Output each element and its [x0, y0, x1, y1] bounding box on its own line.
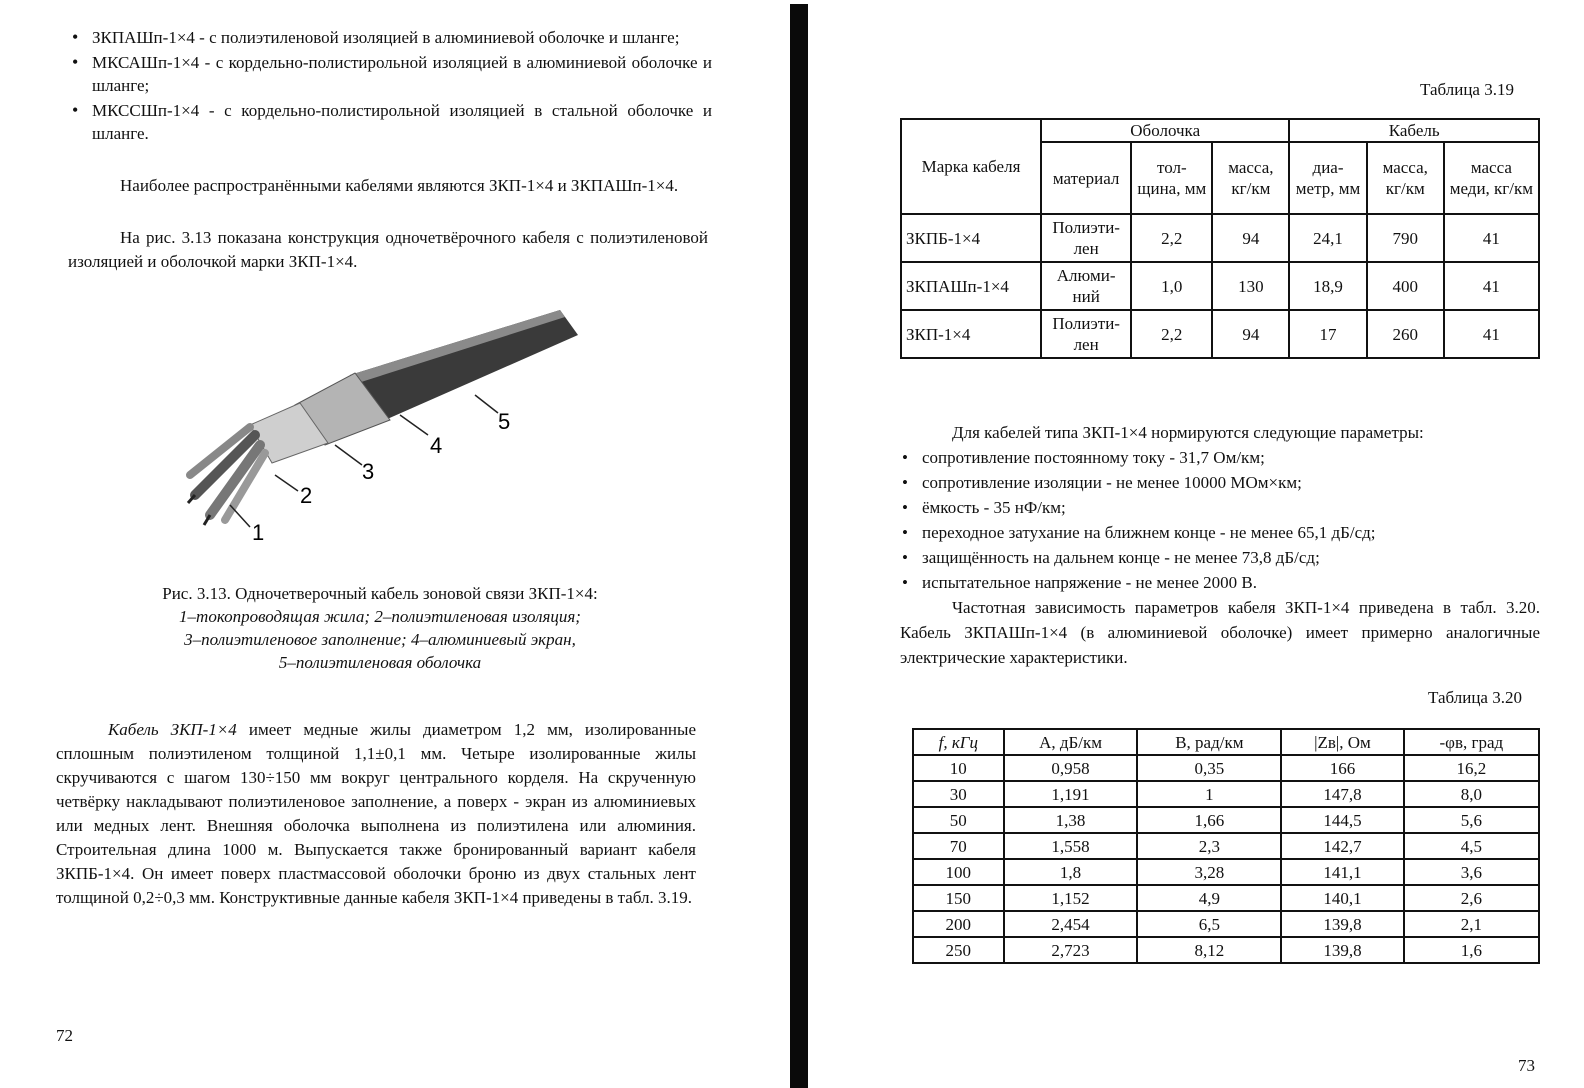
- table-row: [913, 755, 1539, 781]
- cable-construction-figure: [100, 295, 600, 555]
- figure-label-3: 3: [362, 459, 375, 484]
- caption-line: 5–полиэтиленовая оболочка: [278, 653, 482, 672]
- cell: Полиэти-лен: [1041, 310, 1131, 358]
- cell: 6,5: [1137, 911, 1281, 937]
- header-phase-constant: B, рад/км: [1137, 729, 1281, 755]
- table-3-20: [912, 728, 1540, 964]
- cell: 1,38: [1004, 807, 1138, 833]
- cell: 139,8: [1281, 937, 1404, 963]
- cell: 130: [1212, 262, 1289, 310]
- cell: 140,1: [1281, 885, 1404, 911]
- cell: Полиэти-лен: [1041, 214, 1131, 262]
- cell: 100: [913, 859, 1004, 885]
- cell: 41: [1444, 310, 1539, 358]
- header-cable-mass: масса, кг/км: [1367, 142, 1444, 214]
- list-item: • защищённость на дальнем конце - не менее 73,8 дБ/сд;: [900, 545, 1540, 570]
- paragraph-common-cables: Наиболее распространёнными кабелями являются ЗКП-1×4 и ЗКПАШп-1×4.: [120, 176, 679, 195]
- cell: ЗКПАШп-1×4: [901, 262, 1041, 310]
- cell: 1: [1137, 781, 1281, 807]
- paragraph-figure-intro: На рис. 3.13 показана конструкция одночетвёрочного кабеля с полиэтиленовой изоляцией и оболочкой марки ЗКП-1×4.: [68, 228, 708, 271]
- list-item: • ЗКПАШп-1×4 - с полиэтиленовой изоляцией в алюминиевой оболочке и шланге;: [72, 26, 712, 49]
- table-row: [913, 833, 1539, 859]
- cell: 3,6: [1404, 859, 1539, 885]
- caption-line: 1–токопроводящая жила; 2–полиэтиленовая изоляция;: [179, 607, 581, 626]
- cell: 2,6: [1404, 885, 1539, 911]
- header-sheath: Оболочка: [1041, 119, 1289, 142]
- cell: 17: [1289, 310, 1366, 358]
- cell: 141,1: [1281, 859, 1404, 885]
- figure-label-5: 5: [498, 409, 511, 434]
- header-brand: Марка кабеля: [901, 119, 1041, 214]
- header-copper-mass: масса меди, кг/км: [1444, 142, 1539, 214]
- cell: 1,8: [1004, 859, 1138, 885]
- list-item: • сопротивление постоянному току - 31,7 Ом/км;: [900, 445, 1540, 470]
- table-3-19-caption: Таблица 3.19: [1420, 80, 1514, 99]
- cell: 2,2: [1131, 310, 1212, 358]
- cell: 5,6: [1404, 807, 1539, 833]
- cell: 41: [1444, 214, 1539, 262]
- cell: 94: [1212, 214, 1289, 262]
- cell: 18,9: [1289, 262, 1366, 310]
- figure-label-2: 2: [300, 483, 313, 508]
- table-row: [901, 310, 1539, 358]
- cell: 4,5: [1404, 833, 1539, 859]
- cell: 0,958: [1004, 755, 1138, 781]
- header-impedance: |Zв|, Ом: [1281, 729, 1404, 755]
- cell: 790: [1367, 214, 1444, 262]
- cell: 2,454: [1004, 911, 1138, 937]
- cell: 2,1: [1404, 911, 1539, 937]
- cell: 0,35: [1137, 755, 1281, 781]
- figure-label-1: 1: [252, 520, 265, 545]
- cell: 2,3: [1137, 833, 1281, 859]
- table-row: [913, 807, 1539, 833]
- cell: 1,0: [1131, 262, 1212, 310]
- header-thickness: тол-щина, мм: [1131, 142, 1212, 214]
- cell: 1,6: [1404, 937, 1539, 963]
- header-diameter: диа-метр, мм: [1289, 142, 1366, 214]
- table-row: [913, 859, 1539, 885]
- cell: 30: [913, 781, 1004, 807]
- list-item: • испытательное напряжение - не менее 2000 В.: [900, 570, 1540, 595]
- cell: 1,152: [1004, 885, 1138, 911]
- parameters-list: [900, 445, 1540, 595]
- header-sheath-mass: масса, кг/км: [1212, 142, 1289, 214]
- cell: 142,7: [1281, 833, 1404, 859]
- left-page: [0, 0, 790, 1088]
- cell: 3,28: [1137, 859, 1281, 885]
- header-material: материал: [1041, 142, 1131, 214]
- header-cable: Кабель: [1289, 119, 1539, 142]
- cell: 1,191: [1004, 781, 1138, 807]
- figure-label-4: 4: [430, 433, 443, 458]
- paragraph-text: имеет медные жилы диаметром 1,2 мм, изолированные сплошным полиэтиленом толщиной 1,1±0,1 мм. Четыре изолированные жилы скручиваются с шагом 130÷150 мм вокруг центрального корделя. На скрученную четвёрку накладывают полиэтиленовое заполнение, а поверх - экран из алюминиевых или медных лент. Внешняя оболочка выполнена из полиэтилена или алюминия. Строительная длина 1000 м. Выпускается также бронированный вариант кабеля ЗКПБ-1×4. Он имеет поверх пластмассовой оболочки броню из двух стальных лент толщиной 0,2÷0,3 мм. Конструктивные данные кабеля ЗКП-1×4 приведены в табл. 3.19.: [56, 720, 696, 907]
- cell: 150: [913, 885, 1004, 911]
- cell: ЗКП-1×4: [901, 310, 1041, 358]
- parameters-section: [900, 420, 1540, 670]
- cell: 24,1: [1289, 214, 1366, 262]
- table-row: [901, 214, 1539, 262]
- list-item: • сопротивление изоляции - не менее 10000 МОм×км;: [900, 470, 1540, 495]
- cell: 260: [1367, 310, 1444, 358]
- cell: 400: [1367, 262, 1444, 310]
- page-number: 73: [1518, 1056, 1535, 1075]
- cell: ЗКПБ-1×4: [901, 214, 1041, 262]
- table-row: [913, 911, 1539, 937]
- list-item: • переходное затухание на ближнем конце - не менее 65,1 дБ/сд;: [900, 520, 1540, 545]
- cell: 250: [913, 937, 1004, 963]
- cell: 1,66: [1137, 807, 1281, 833]
- book-spine: [790, 4, 808, 1088]
- cell: 166: [1281, 755, 1404, 781]
- cell: 10: [913, 755, 1004, 781]
- table-row: [913, 937, 1539, 963]
- cell: 144,5: [1281, 807, 1404, 833]
- cell: 2,2: [1131, 214, 1212, 262]
- header-phase-angle: -φв, град: [1404, 729, 1539, 755]
- figure-caption: [80, 582, 680, 674]
- cable-type-list: [72, 26, 712, 147]
- parameters-intro: Для кабелей типа ЗКП-1×4 нормируются следующие параметры:: [952, 423, 1424, 442]
- table-row: [913, 781, 1539, 807]
- cell: 50: [913, 807, 1004, 833]
- list-item: • МКССШп-1×4 - с кордельно-полистирольной изоляцией в стальной оболочке и шланге.: [72, 99, 712, 145]
- cable-name-italic: Кабель ЗКП-1×4: [108, 720, 237, 739]
- table-row: [901, 262, 1539, 310]
- cell: 1,558: [1004, 833, 1138, 859]
- paragraph-cable-description: [56, 718, 696, 910]
- cell: 4,9: [1137, 885, 1281, 911]
- cell: 8,12: [1137, 937, 1281, 963]
- table-3-20-caption: Таблица 3.20: [1428, 688, 1522, 707]
- caption-title: Рис. 3.13. Одночетверочный кабель зоновой связи ЗКП-1×4:: [162, 584, 598, 603]
- cell: 139,8: [1281, 911, 1404, 937]
- table-3-19: [900, 118, 1540, 359]
- cell: 94: [1212, 310, 1289, 358]
- list-item: • МКСАШп-1×4 - с кордельно-полистирольной изоляцией в алюминиевой оболочке и шланге;: [72, 51, 712, 97]
- cell: 2,723: [1004, 937, 1138, 963]
- cell: 200: [913, 911, 1004, 937]
- header-frequency: f, кГц: [913, 729, 1004, 755]
- table-row: [913, 885, 1539, 911]
- paragraph-frequency: Частотная зависимость параметров кабеля ЗКП-1×4 приведена в табл. 3.20. Кабель ЗКПАШп-1×4 (в алюминиевой оболочке) имеет примерно аналогичные электрические характеристики.: [900, 598, 1540, 667]
- cell: 147,8: [1281, 781, 1404, 807]
- list-item: • ёмкость - 35 нФ/км;: [900, 495, 1540, 520]
- cell: 70: [913, 833, 1004, 859]
- caption-line: 3–полиэтиленовое заполнение; 4–алюминиевый экран,: [184, 630, 576, 649]
- cell: 16,2: [1404, 755, 1539, 781]
- cell: 8,0: [1404, 781, 1539, 807]
- page-number: 72: [56, 1026, 73, 1045]
- cell: Алюми-ний: [1041, 262, 1131, 310]
- header-attenuation: A, дБ/км: [1004, 729, 1138, 755]
- cell: 41: [1444, 262, 1539, 310]
